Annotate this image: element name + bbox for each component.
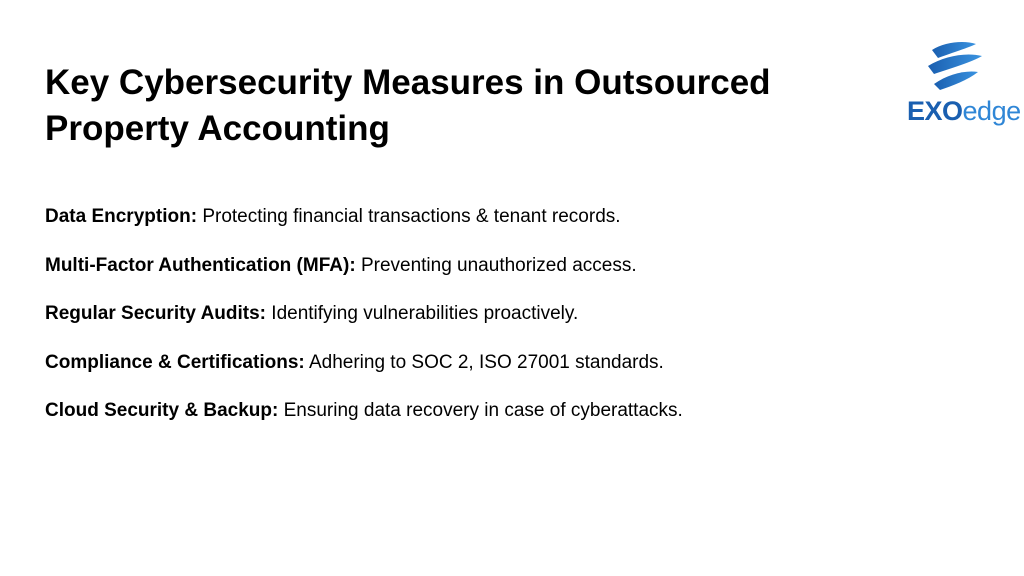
list-item bbox=[45, 397, 985, 446]
page-title bbox=[45, 60, 875, 152]
list-item bbox=[45, 203, 985, 252]
list-item bbox=[45, 252, 985, 301]
measure-label: Regular Security Audits: bbox=[45, 303, 267, 324]
measure-text: Ensuring data recovery in case of cyberattacks. bbox=[283, 400, 683, 421]
measure-label: Data Encryption: bbox=[45, 206, 198, 227]
measure-label: Multi-Factor Authentication (MFA): bbox=[45, 254, 356, 276]
measure-text: Adhering to SOC 2, ISO 27001 standards. bbox=[308, 351, 664, 373]
logo-text-edge: edge bbox=[962, 96, 1021, 126]
logo-text-exo: EXO bbox=[907, 96, 963, 126]
measure-text: Protecting financial transactions & tenant records. bbox=[202, 206, 621, 227]
title-line-2: Property Accounting bbox=[45, 109, 390, 148]
list-item bbox=[45, 300, 985, 349]
measure-label: Cloud Security & Backup: bbox=[45, 400, 279, 421]
measure-label: Compliance & Certifications: bbox=[45, 351, 305, 373]
measures-list bbox=[45, 203, 985, 446]
title-line-1: Key Cybersecurity Measures in Outsourced bbox=[45, 63, 771, 102]
exoedge-logo bbox=[904, 40, 1021, 130]
exoedge-swirl-icon bbox=[924, 40, 986, 96]
measure-text: Identifying vulnerabilities proactively. bbox=[271, 303, 579, 324]
list-item bbox=[45, 349, 985, 398]
logo-wordmark bbox=[907, 96, 1021, 127]
measure-text: Preventing unauthorized access. bbox=[360, 254, 637, 276]
